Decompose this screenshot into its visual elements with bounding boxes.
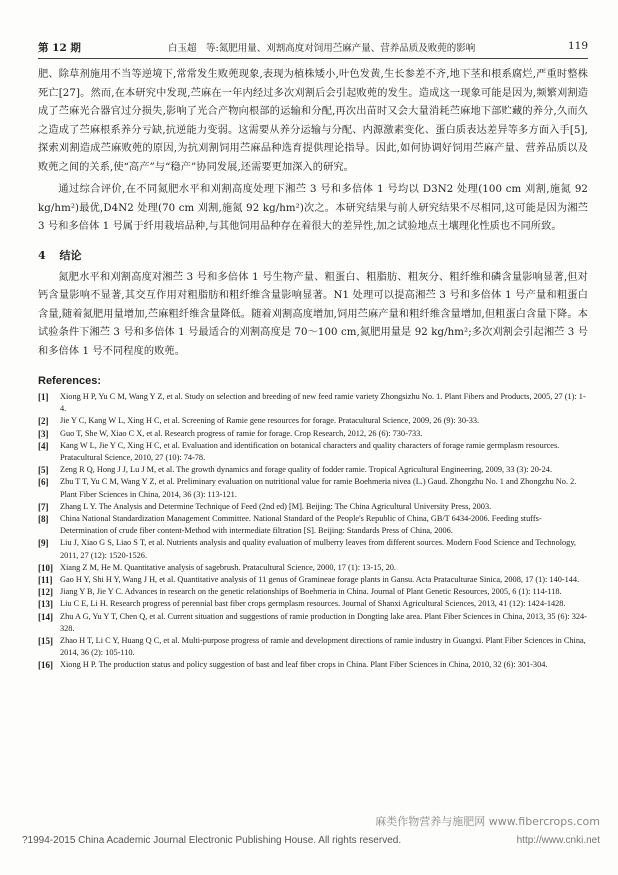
reference-number: [16]: [38, 660, 53, 671]
reference-text: Xiong H P. The production status and policy suggestion of bast and leaf fiber crops in China. Plant Fiber Sciences in China, 2010, 32 (6): 301-304.: [60, 660, 548, 670]
reference-number: [2]: [38, 416, 49, 427]
reference-item: [38, 598, 588, 610]
reference-number: [13]: [38, 599, 53, 610]
section-heading: [38, 247, 588, 265]
reference-item: [38, 501, 588, 513]
reference-item: [38, 635, 588, 659]
reference-number: [5]: [38, 465, 49, 476]
reference-number: [7]: [38, 501, 49, 512]
running-title: 白玉超 等:氮肥用量、刈割高度对饲用苎麻产量、营养品质及败蔸的影响: [168, 43, 476, 54]
section-title: 结论: [59, 248, 82, 262]
paragraph-discussion: 肥、除草剂施用不当等逆境下,常常发生败蔸现象,表现为植株矮小,叶色发黄,生长参差不齐,地下茎和根系腐烂,严重时整株死亡[27]。然而,在本研究中发现,苎麻在一年内经过多次刈割后会引起败蔸的发生。造成这一现象可能是因为,频繁刈割造成了苎麻光合器官过分损失,影响了光合产物向根部的运输和分配,再次出苗时又会大量消耗苎麻地下部贮藏的养分,久而久之造成了苎麻根系养分亏缺,抗逆能力变弱。这需要从养分运输与分配、内源激素变化、蛋白质表达差异等多方面入手[5],探索刈割造成苎麻败蔸的原因,为抗刈割饲用苎麻品种选育提供理论指导。因此,如何协调好饲用苎麻产量、营养品质以及败蔸之间的关系,使“高产”与“稳产”协同发展,还需要更加深入的研究。: [38, 69, 588, 173]
reference-text: China National Standardization Management Committee. National Standard of the People's Republic of China, GB/T 6434-2006. Feeding stuffs-Determination of crude fiber content-Method with intermediate filtration [S]. Beijing: Standards Press of China, 2006.: [60, 514, 542, 536]
reference-item: [38, 513, 588, 537]
running-header: [38, 38, 588, 59]
watermark: 麻类作物营养与施肥网 www.fibercrops.com: [375, 815, 600, 828]
reference-item: [38, 391, 588, 415]
issue-label: 第 12 期: [38, 42, 81, 54]
reference-number: [9]: [38, 538, 49, 549]
reference-item: [38, 562, 588, 574]
article-body: [38, 66, 588, 672]
reference-number: [3]: [38, 428, 49, 439]
reference-text: Guo T, She W, Xiao C X, et al. Research progress of ramie for forage. Crop Research, 2012, 26 (6): 730-733.: [60, 428, 423, 438]
reference-number: [11]: [38, 575, 53, 586]
reference-number: [8]: [38, 514, 49, 525]
reference-text: Zhu T T, Yu C M, Wang Y Z, et al. Preliminary evaluation on nutritional value for ramie Boehmeria nivea (L.) Gaud. Zhongzhu No. 1 and Zhongzhu No. 2. Plant Fiber Sciences in China, 2014, 36 (3): 113-121.: [60, 477, 577, 499]
section-number: 4: [38, 248, 46, 262]
reference-text: Xiong H P, Yu C M, Wang Y Z, et al. Study on selection and breeding of new feed ramie variety Zhongsizhu No. 1. Plant Fibers and Products, 2005, 27 (1): 1-4.: [60, 392, 586, 414]
reference-item: [38, 415, 588, 427]
reference-text: Jiang Y B, Jie Y C. Advances in research on the genetic relationships of Boehmeria in China. Journal of Plant Genetic Resources, 2005, 6 (1): 114-118.: [60, 587, 562, 597]
reference-number: [6]: [38, 477, 49, 488]
reference-item: [38, 659, 588, 671]
reference-item: [38, 476, 588, 500]
reference-text: Zhang L Y. The Analysis and Determine Technique of Feed (2nd ed) [M]. Beijing: The China Agricultural University Press, 2003.: [60, 501, 492, 511]
page-footer: [22, 835, 600, 849]
reference-number: [14]: [38, 611, 53, 622]
reference-text: Jie Y C, Kang W L, Xing H C, et al. Screening of Ramie gene resources for forage. Pratacultural Science, 2009, 26 (9): 30-33.: [60, 416, 480, 426]
reference-item: [38, 428, 588, 440]
reference-text: Zhao H T, Li C Y, Huang Q C, et al. Multi-purpose progress of ramie and development directions of ramie industry in Guangxi. Plant Fiber Sciences in China, 2014, 36 (2): 105-110.: [60, 636, 586, 658]
footer-link[interactable]: http://www.cnki.net: [516, 835, 600, 846]
reference-number: [1]: [38, 392, 49, 402]
reference-item: [38, 586, 588, 598]
reference-text: Liu C E, Li H. Research progress of perennial bast fiber crops germplasm resources. Journal of Shanxi Agricultural Sciences, 2013, 41 (12): 1424-1428.: [60, 599, 566, 609]
reference-number: [4]: [38, 440, 49, 451]
copyright-notice: ?1994-2015 China Academic Journal Electronic Publishing House. All rights reserved.: [22, 835, 402, 846]
references-heading: References:: [38, 375, 101, 387]
paragraph-conclusion: 氮肥水平和刈割高度对湘苎 3 号和多倍体 1 号生物产量、粗蛋白、粗脂肪、粗灰分、粗纤维和磷含量影响显著,但对钙含量影响不显著,其交互作用对粗脂肪和粗纤维含量影响显著。N1 处理可以提高湘苎 3 号和多倍体 1 号产量和粗蛋白含量,随着氮肥用量增加,苎麻粗纤维含量降低。随着刈割高度增加,饲用苎麻产量和粗纤维含量增加,但粗蛋白含量下降。本试验条件下湘苎 3 号和多倍体 1 号最适合的刈割高度是 70～100 cm,氮肥用量是 92 kg/hm²;多次刈割会引起湘苎 3 号和多倍体 1 号不同程度的败蔸。: [38, 271, 588, 357]
page-number: 119: [567, 40, 588, 52]
reference-text: Xiang Z M, He M. Quantitative analysis of sagebrush. Pratacultural Science, 2000, 17 (1): 13-15, 20.: [60, 562, 396, 572]
reference-number: [15]: [38, 636, 53, 647]
reference-item: [38, 464, 588, 476]
reference-number: [10]: [38, 562, 53, 573]
paragraph-evaluation: 通过综合评价,在不同氮肥水平和刈割高度处理下湘苎 3 号和多倍体 1 号均以 D3N2 处理(100 cm 刈割,施氮 92 kg/hm²)最优,D4N2 处理(70 cm 刈割,施氮 92 kg/hm²)次之。本研究结果与前人研究结果不尽相同,这可能是因为湘苎 3 号和多倍体 1 号属于纤用栽培品种,与其他饲用品种存在着很大的差异性,加之试验地点土壤理化性质也不同所致。: [38, 184, 588, 232]
reference-item: [38, 611, 588, 635]
reference-item: [38, 440, 588, 464]
reference-text: Kang W L, Jie Y C, Xing H C, et al. Evaluation and identification on botanical characters and quality characters of forage ramie germplasm resources. Pratacultural Science, 2010, 27 (10): 74-78.: [60, 440, 560, 463]
reference-text: Zeng R Q, Hong J J, Lu J M, et al. The growth dynamics and forage quality of fodder ramie. Tropical Agricultural Engineering, 2009, 33 (3): 20-24.: [60, 465, 553, 475]
reference-item: [38, 537, 588, 561]
reference-text: Zhu A G, Yu Y T, Chen Q, et al. Current situation and suggestions of ramie production in Dongting lake area. Plant Fiber Sciences in China, 2013, 35 (6): 324-328.: [60, 611, 587, 633]
reference-text: Gao H Y, Shi H Y, Wang J H, et al. Quantitative analysis of 11 genus of Gramineae forage plants in Gansu. Acta Prataculturae Sinica, 2008, 17 (1): 140-144.: [60, 575, 580, 585]
reference-list: [38, 391, 588, 672]
reference-item: [38, 574, 588, 586]
reference-number: [12]: [38, 587, 53, 598]
reference-text: Liu J, Xiao G S, Liao S T, et al. Nutrients analysis and quality evaluation of mulberry leaves from different sources. Modern Food Science and Technology, 2011, 27 (12): 1520-1526.: [60, 538, 577, 560]
